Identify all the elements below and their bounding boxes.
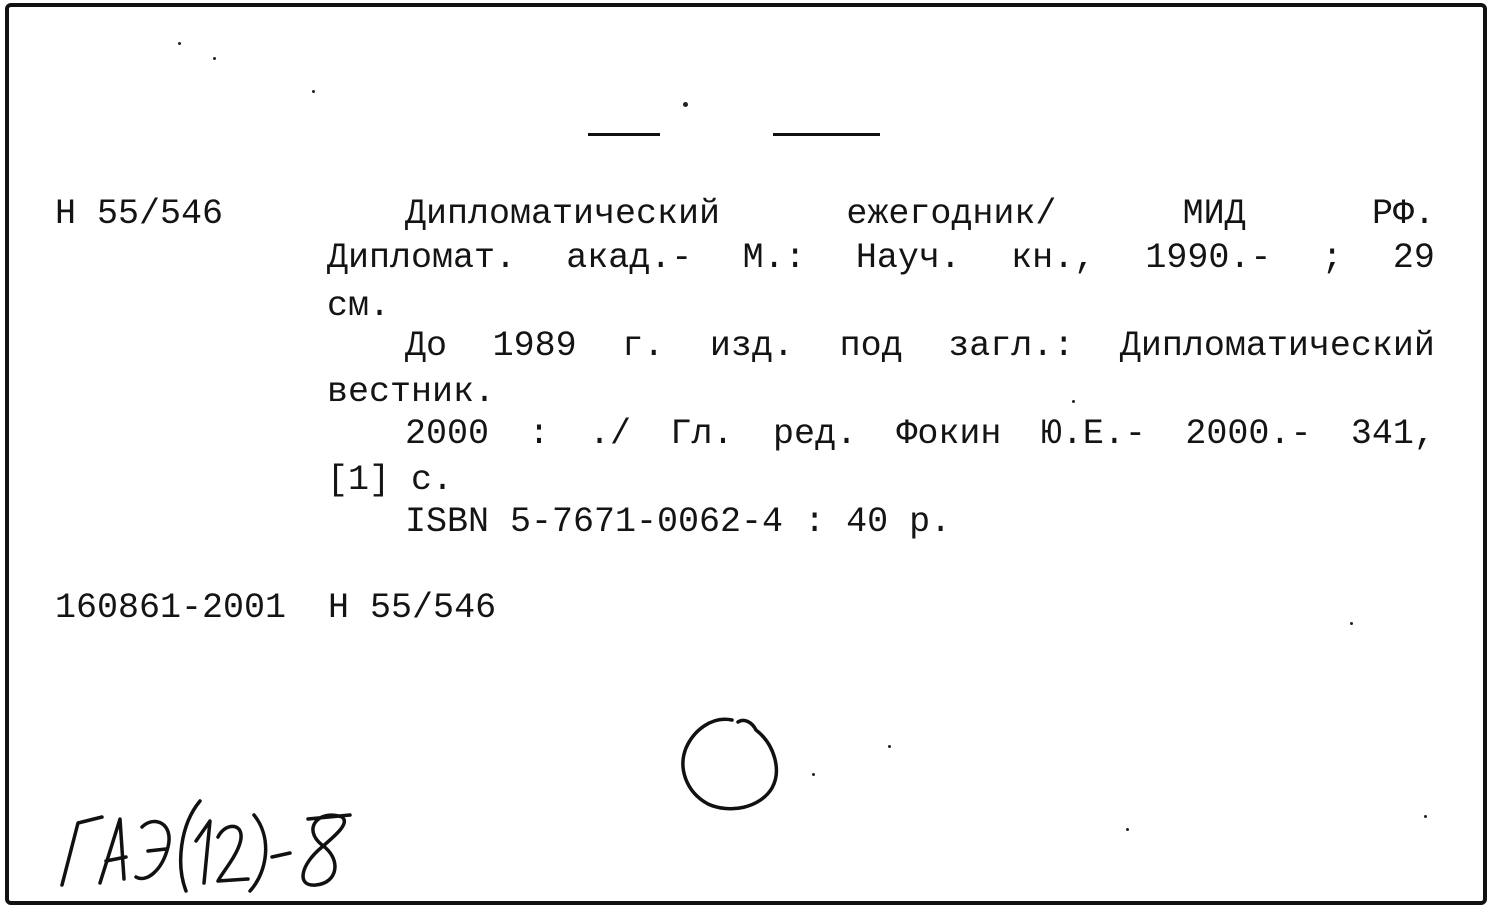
title-word: ежегодник/ <box>846 194 1057 234</box>
scan-speck <box>812 773 815 776</box>
scan-speck <box>178 42 181 45</box>
dot-mark <box>683 102 688 107</box>
volume-word: 2000 <box>405 414 490 454</box>
volume-tail: [1] с. <box>327 460 454 500</box>
publisher-word: кн., <box>1011 238 1096 278</box>
volume-line <box>405 412 1435 456</box>
note-tail: вестник. <box>327 372 496 412</box>
scan-speck <box>1424 815 1427 818</box>
scan-speck <box>1126 828 1129 831</box>
volume-word: Гл. <box>670 414 734 454</box>
volume-word: ./ <box>588 414 631 454</box>
inventory-number: 160861-2001 Н 55/546 <box>55 588 497 628</box>
volume-word: 341, <box>1350 414 1435 454</box>
volume-word: Ю.Е.- <box>1040 414 1146 454</box>
title-word: Дипломатический <box>405 194 721 234</box>
note-word: До <box>405 326 448 366</box>
note-word: Дипломатический <box>1119 326 1435 366</box>
size-tail: см. <box>327 286 391 326</box>
note-word: изд. <box>709 326 794 366</box>
scan-speck <box>1072 400 1075 403</box>
note-line <box>405 324 1435 368</box>
note-word: загл.: <box>948 326 1075 366</box>
title-word: РФ. <box>1371 194 1435 234</box>
scan-speck <box>888 745 891 748</box>
volume-word: 2000.- <box>1185 414 1312 454</box>
publisher-word: М.: <box>742 238 806 278</box>
note-word: г. <box>622 326 665 366</box>
title-line <box>405 192 1435 236</box>
publisher-word: Дипломат. <box>327 238 517 278</box>
scan-speck <box>1350 622 1353 625</box>
top-dash-left <box>588 133 660 136</box>
note-word: 1989 <box>492 326 577 366</box>
volume-word: : <box>528 414 550 454</box>
publisher-word: Науч. <box>855 238 961 278</box>
scan-speck <box>213 57 216 60</box>
publisher-line <box>327 236 1435 280</box>
publisher-word: 29 <box>1392 238 1435 278</box>
stamp-circle-icon <box>672 712 790 816</box>
publisher-word: 1990.- <box>1145 238 1272 278</box>
note-word: под <box>839 326 903 366</box>
scan-speck <box>312 90 315 93</box>
publisher-word: акад.- <box>566 238 693 278</box>
isbn-line: ISBN 5-7671-0062-4 : 40 р. <box>405 502 952 542</box>
volume-word: ред. <box>772 414 857 454</box>
call-number: Н 55/546 <box>55 194 224 234</box>
title-word: МИД <box>1182 194 1246 234</box>
handwritten-code <box>50 795 370 895</box>
publisher-word: ; <box>1321 238 1343 278</box>
volume-word: Фокин <box>896 414 1002 454</box>
top-dash-right <box>773 133 880 136</box>
